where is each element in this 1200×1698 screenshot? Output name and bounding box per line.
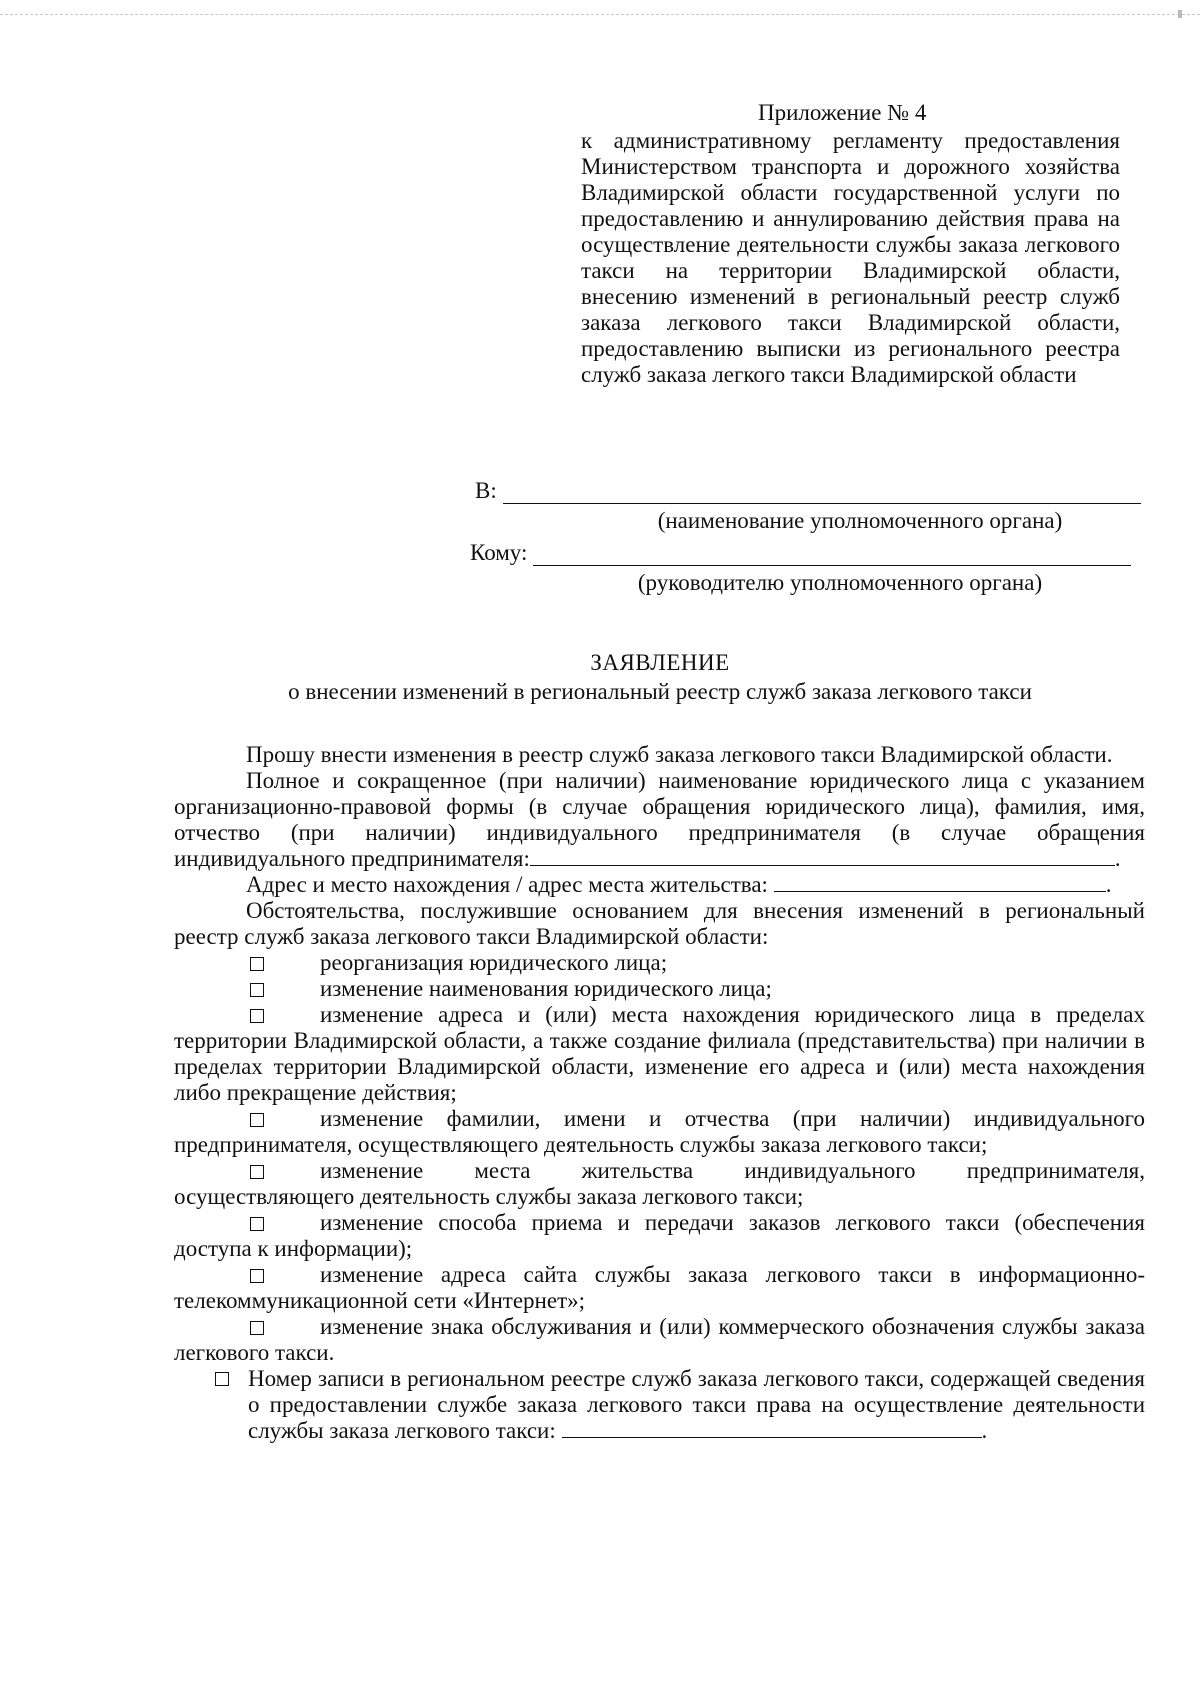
website-change-checkbox[interactable] bbox=[250, 1269, 264, 1283]
checkbox-label: изменение наименования юридического лица; bbox=[320, 976, 772, 1001]
name-field-label: Полное и сокращенное (при наличии) наименование юридического лица с указанием организационно-правовой формы (в случае обращения юридического лица), фамилия, имя, отчество (при наличии) индивидуального предпринимателя (в случае обращения индивидуального предпринимателя: bbox=[174, 768, 1145, 871]
checkbox-label: изменение адреса и (или) места нахождения юридического лица в пределах территории Владимирской области, а также создание филиала (представительства) при наличии в пределах территории Владимирской области, изменение его адреса и (или) места нахождения либо прекращение действия; bbox=[174, 1002, 1145, 1105]
reorganization-checkbox[interactable] bbox=[250, 957, 264, 971]
trademark-change-checkbox[interactable] bbox=[250, 1321, 264, 1335]
name-change-checkbox[interactable] bbox=[250, 983, 264, 997]
checkbox-item bbox=[174, 1262, 1145, 1314]
checkbox-label: изменение способа приема и передачи заказов легкового такси (обеспечения доступа к информации); bbox=[174, 1210, 1145, 1261]
to-org-label: В: bbox=[475, 478, 497, 503]
order-method-change-checkbox[interactable] bbox=[250, 1217, 264, 1231]
to-org-row bbox=[475, 478, 1141, 504]
document-title: ЗАЯВЛЕНИЕ bbox=[590, 650, 730, 675]
to-head-row bbox=[470, 540, 1131, 566]
record-number-input[interactable] bbox=[562, 1419, 982, 1438]
address-field-input[interactable] bbox=[774, 873, 1106, 892]
name-paragraph bbox=[174, 768, 1145, 872]
name-field-input[interactable] bbox=[530, 847, 1115, 866]
to-org-field[interactable] bbox=[503, 481, 1141, 504]
application-body bbox=[174, 742, 1145, 1444]
to-head-label: Кому: bbox=[470, 540, 528, 565]
to-head-caption: (руководителю уполномоченного органа) bbox=[637, 570, 1043, 595]
appendix-title: Приложение № 4 bbox=[758, 100, 927, 125]
request-paragraph: Прошу внести изменения в реестр служб заказа легкового такси Владимирской области. bbox=[246, 742, 1113, 767]
checkbox-item bbox=[174, 976, 1145, 1002]
checkbox-label: изменение знака обслуживания и (или) коммерческого обозначения службы заказа легкового такси. bbox=[174, 1314, 1145, 1365]
checkbox-label: реорганизация юридического лица; bbox=[320, 950, 668, 975]
appendix-body: к административному регламенту предоставления Министерством транспорта и дорожного хозяйства Владимирской области государственной услуги по предоставлению и аннулированию действия права на осуществление деятельности службы заказа легкового такси на территории Владимирской области, внесению изменений в региональный реестр служб заказа легкового такси Владимирской области, предоставлению выписки из регионального реестра служб заказа легкого такси Владимирской области bbox=[581, 128, 1120, 387]
scan-edge-mark bbox=[1178, 10, 1182, 18]
scan-edge-line bbox=[0, 14, 1200, 15]
checkbox-item bbox=[174, 1314, 1145, 1366]
checkbox-item bbox=[174, 1210, 1145, 1262]
checkbox-item bbox=[174, 1106, 1145, 1158]
to-org-caption: (наименование уполномоченного органа) bbox=[657, 508, 1063, 533]
address-change-checkbox[interactable] bbox=[250, 1009, 264, 1023]
checkbox-label: изменение места жительства индивидуального предпринимателя, осуществляющего деятельность службы заказа легкового такси; bbox=[174, 1158, 1145, 1209]
checkbox-item bbox=[174, 950, 1145, 976]
to-head-field[interactable] bbox=[533, 543, 1131, 566]
checkbox-label: изменение фамилии, имени и отчества (при наличии) индивидуального предпринимателя, осуществляющего деятельность службы заказа легкового такси; bbox=[174, 1106, 1145, 1157]
record-number-label: Номер записи в региональном реестре служб заказа легкового такси, содержащей сведения о предоставлении службе заказа легкового такси права на осуществление деятельности службы заказа легкового такси: bbox=[248, 1366, 1145, 1443]
residence-change-checkbox[interactable] bbox=[250, 1165, 264, 1179]
circumstances-paragraph: Обстоятельства, послужившие основанием для внесения изменений в региональный реестр служб заказа легкового такси Владимирской области: bbox=[174, 898, 1145, 949]
checkbox-label: изменение адреса сайта службы заказа легкового такси в информационно-телекоммуникационной сети «Интернет»; bbox=[174, 1262, 1145, 1313]
entrepreneur-name-change-checkbox[interactable] bbox=[250, 1113, 264, 1127]
record-number-period: . bbox=[981, 1418, 988, 1443]
document-subtitle: о внесении изменений в региональный реестр служб заказа легкового такси bbox=[288, 679, 1032, 704]
name-field-period: . bbox=[1114, 846, 1121, 871]
record-number-checkbox[interactable] bbox=[215, 1372, 229, 1386]
address-field-label: Адрес и место нахождения / адрес места жительства: bbox=[246, 872, 768, 897]
address-field-period: . bbox=[1105, 872, 1112, 897]
address-paragraph bbox=[174, 872, 1145, 898]
checkbox-item bbox=[174, 1002, 1145, 1106]
checkbox-item bbox=[174, 1158, 1145, 1210]
record-number-item bbox=[174, 1366, 1145, 1444]
